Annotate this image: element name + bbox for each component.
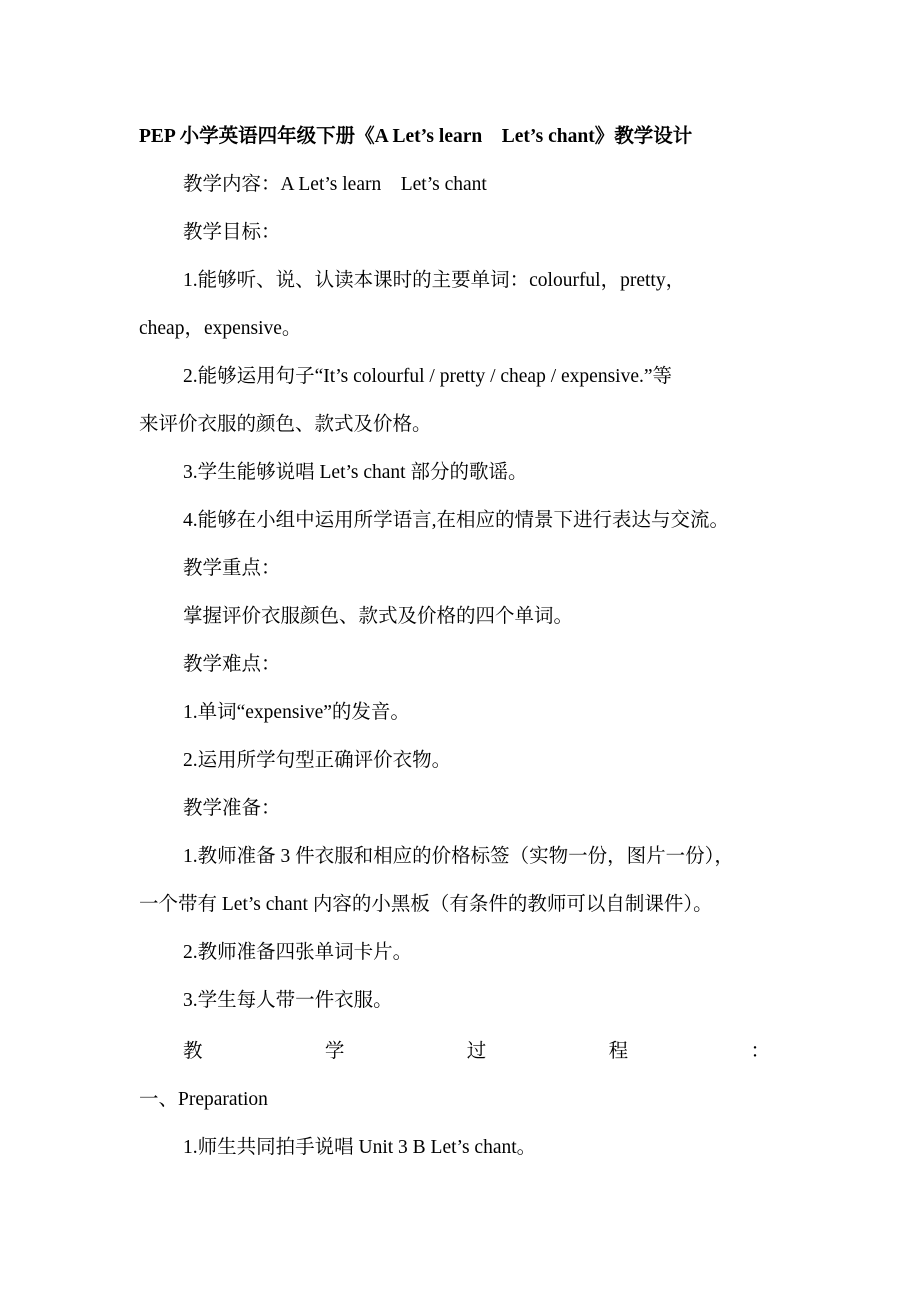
goal-2-cont: 来评价衣服的颜色、款式及价格。 [139, 414, 432, 435]
prep-1: 1.教师准备 3 件衣服和相应的价格标签（实物一份，图片一份）， [183, 846, 734, 867]
prep-3: 3.学生每人带一件衣服。 [183, 990, 393, 1011]
difficulty-2: 2.运用所学句型正确评价衣物。 [183, 750, 452, 771]
step-1: 1.师生共同拍手说唱 Unit 3 B Let’s chant。 [183, 1137, 537, 1158]
prep-2: 2.教师准备四张单词卡片。 [183, 942, 413, 963]
teaching-goals-heading: 教学目标： [183, 222, 281, 243]
document-title: PEP 小学英语四年级下册《A Let’s learn Let’s chant》教学设计 [139, 126, 693, 147]
preparation-heading: 教学准备： [183, 798, 281, 819]
difficulties-heading: 教学难点： [183, 654, 281, 675]
prep-1-cont: 一个带有 Let’s chant 内容的小黑板（有条件的教师可以自制课件）。 [139, 894, 713, 915]
key-points-heading: 教学重点： [183, 558, 281, 579]
section-preparation: 一、Preparation [139, 1089, 268, 1110]
process-char: 教 [183, 1041, 203, 1062]
teaching-content: 教学内容：A Let’s learn Let’s chant [183, 174, 487, 195]
key-points: 掌握评价衣服颜色、款式及价格的四个单词。 [183, 606, 574, 627]
process-char: 程 [608, 1041, 629, 1062]
goal-4: 4.能够在小组中运用所学语言,在相应的情景下进行表达与交流。 [183, 510, 730, 531]
goal-3: 3.学生能够说唱 Let’s chant 部分的歌谣。 [183, 462, 528, 483]
process-char: ： [750, 1041, 770, 1062]
process-char: 学 [324, 1041, 345, 1062]
difficulty-1: 1.单词“expensive”的发音。 [183, 702, 410, 723]
teaching-process-heading [183, 1038, 770, 1066]
goal-1: 1.能够听、说、认读本课时的主要单词：colourful，pretty， [183, 270, 686, 291]
goal-1-cont: cheap，expensive。 [139, 318, 302, 339]
goal-2: 2.能够运用句子“It’s colourful / pretty / cheap / expensive.”等 [183, 366, 673, 387]
process-char: 过 [466, 1041, 487, 1062]
